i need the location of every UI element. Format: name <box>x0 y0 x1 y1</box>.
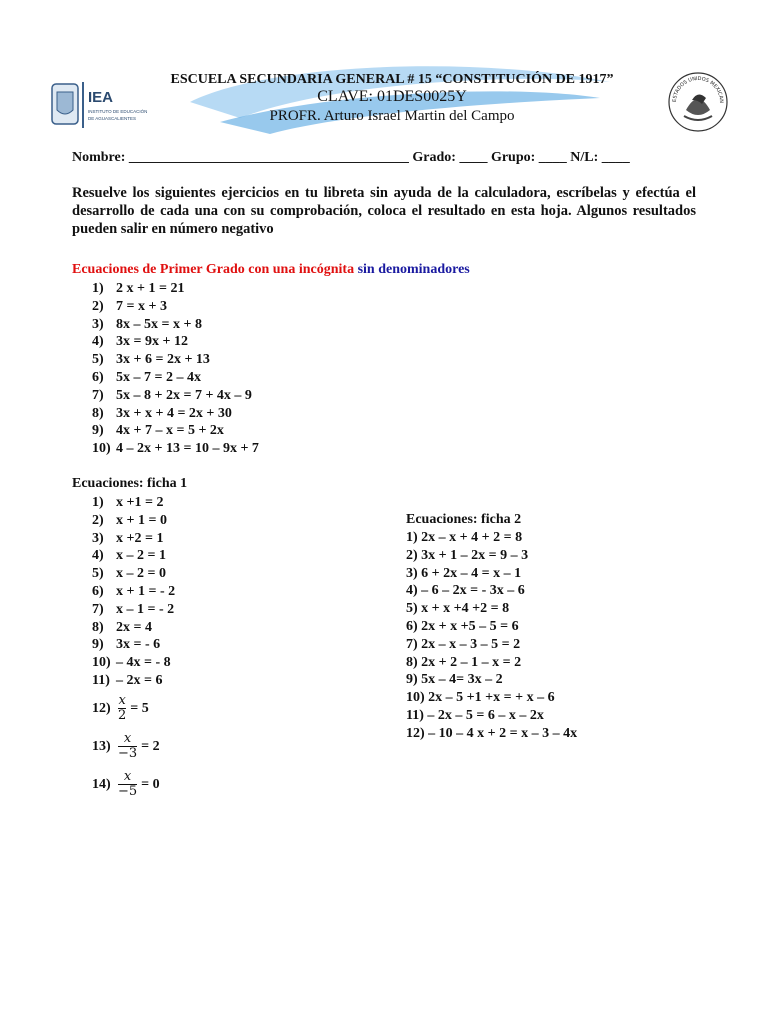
ficha-1-title: Ecuaciones: ficha 1 <box>72 476 188 491</box>
school-clave: CLAVE: 01DES0025Y <box>317 88 467 105</box>
fraction-equation-item: 13) $\frac{x}{-3}$ = 2 <box>92 731 160 762</box>
list-item: 5) 3x + 6 = 2x + 13 <box>92 352 210 368</box>
list-item: 8) 2x + 2 – 1 – x = 2 <box>406 654 522 670</box>
list-item: 2) 7 = x + 3 <box>92 298 167 314</box>
list-item: 3) 6 + 2x – 4 = x – 1 <box>406 565 522 581</box>
list-item: 9) 5x – 4= 3x – 2 <box>406 672 503 688</box>
list-item: 10) 4 – 2x + 13 = 10 – 9x + 7 <box>92 441 259 457</box>
list-item: 3) x +2 = 1 <box>92 530 164 546</box>
section-1-equation-list <box>92 280 259 458</box>
iea-logo-subtext-1: INSTITUTO DE EDUCACIÓN <box>88 109 148 114</box>
list-item: 4) x – 2 = 1 <box>92 548 166 564</box>
list-item: 8) 3x + x + 4 = 2x + 30 <box>92 405 232 421</box>
list-item: 1) 2x – x + 4 + 2 = 8 <box>406 530 523 545</box>
list-item: 10) – 4x = - 8 <box>92 655 171 671</box>
section-1-title-red: Ecuaciones de Primer Grado con una incógnita <box>72 262 355 277</box>
list-item: 2) x + 1 = 0 <box>92 512 167 528</box>
ficha-1-equation-list <box>92 494 175 804</box>
list-item: 9) 3x = - 6 <box>92 637 161 653</box>
list-item: 4) – 6 – 2x = - 3x – 6 <box>406 583 525 599</box>
ficha-2-title: Ecuaciones: ficha 2 <box>406 512 522 527</box>
fraction: $\frac{x}{-3}$ <box>118 731 138 762</box>
header <box>0 60 768 140</box>
section-1-title-blue: sin denominadores <box>354 262 470 277</box>
list-item: 4) 3x = 9x + 12 <box>92 334 188 350</box>
ficha-2-equation-list <box>406 529 577 743</box>
school-name: ESCUELA SECUNDARIA GENERAL # 15 “CONSTITUCIÓN DE 1917” <box>170 72 614 87</box>
seal-text: ESTADOS UNIDOS MEXICAN <box>671 75 725 104</box>
list-item: 8) 2x = 4 <box>92 619 152 635</box>
list-item: 6) 2x + x +5 – 5 = 6 <box>406 618 519 634</box>
list-item: 7) 2x – x – 3 – 5 = 2 <box>406 636 521 652</box>
list-item: 5) x + x +4 +2 = 8 <box>406 601 510 617</box>
list-item: 1) x +1 = 2 <box>92 495 164 510</box>
list-item: 5) x – 2 = 0 <box>92 566 166 582</box>
fraction-equation-item: 12) $\frac{x}{2}$ = 5 <box>92 693 149 724</box>
list-item: 2) 3x + 1 – 2x = 9 – 3 <box>406 547 529 563</box>
iea-logo-text: IEA <box>88 89 114 106</box>
list-item: 10) 2x – 5 +1 +x = + x – 6 <box>406 690 555 706</box>
list-item: 11) – 2x – 5 = 6 – x – 2x <box>406 707 544 723</box>
fraction: $\frac{x}{2}$ <box>118 693 127 724</box>
fraction: $\frac{x}{-5}$ <box>118 769 138 800</box>
instructions-paragraph: Resuelve los siguientes ejercicios en tu libreta sin ayuda de la calculadora, escríbelas y efectúa el desarrollo de cada una con su comprobación, coloca el resultado en esta hoja. Algunos resultados pueden salir en número negativo <box>72 185 696 237</box>
list-item: 9) 4x + 7 – x = 5 + 2x <box>92 423 224 439</box>
list-item: 7) 5x – 8 + 2x = 7 + 4x – 9 <box>92 387 252 403</box>
list-item: 6) 5x – 7 = 2 – 4x <box>92 369 201 385</box>
list-item: 6) x + 1 = - 2 <box>92 583 176 599</box>
section-1-title <box>72 262 470 278</box>
list-item: 12) – 10 – 4 x + 2 = x – 3 – 4x <box>406 725 578 741</box>
teacher-name: PROFR. Arturo Israel Martin del Campo <box>269 108 515 124</box>
iea-logo-subtext-2: DE AGUASCALIENTES <box>88 116 137 121</box>
list-item: 3) 8x – 5x = x + 8 <box>92 316 202 332</box>
list-item: 7) x – 1 = - 2 <box>92 601 175 617</box>
fraction-equation-item: 14) $\frac{x}{-5}$ = 0 <box>92 769 160 800</box>
list-item: 11) – 2x = 6 <box>92 672 163 688</box>
student-info-line: Nombre: ________________________________________ Grado: ____ Grupo: ____ N/L: ____ <box>72 150 630 165</box>
list-item: 1) 2 x + 1 = 21 <box>92 281 185 296</box>
